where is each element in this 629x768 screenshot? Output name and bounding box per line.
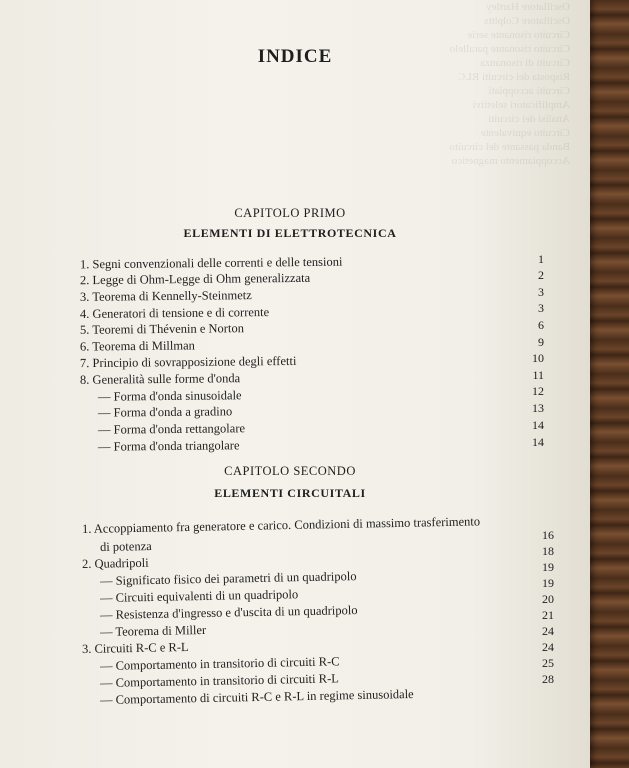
- toc-entry: — Comportamento di circuiti R-C e R-L in regime sinusoidale: [99, 686, 414, 707]
- toc-page-number: 14: [532, 435, 544, 449]
- toc-page-number: 28: [542, 672, 554, 686]
- toc-entry: — Teorema di Miller: [99, 622, 207, 639]
- toc-page-number: 18: [542, 544, 554, 558]
- toc-entry: — Forma d'onda a gradino: [97, 404, 233, 420]
- toc-page-number: 6: [538, 318, 544, 332]
- toc-page-number: 3: [538, 285, 544, 299]
- toc-page-number: 19: [542, 560, 554, 574]
- toc-entry: 3. Circuiti R-C e R-L: [81, 639, 189, 656]
- toc-page-number: 20: [542, 592, 554, 606]
- chapter2-subtitle: ELEMENTI CIRCUITALI: [214, 486, 366, 500]
- bleed-through-text: Oscillatore Hartley Oscillatore Colpitts Circuito risonante serie Circuito risonante parallelo Circuiti di risonanza Risposta dei circuiti RLC Circuiti accoppiati Amplificatori selettivi Analisi dei circuiti Circuito equivalente Banda passante del circuito Accoppiamento magnetico: [449, 1, 570, 167]
- toc-page-number: 10: [532, 351, 544, 365]
- toc-page-number: 2: [538, 268, 544, 282]
- toc-entry: 7. Principio di sovrapposizione degli effetti: [79, 353, 297, 371]
- toc-entry: 2. Quadripoli: [81, 555, 149, 571]
- chapter2-heading: CAPITOLO SECONDO: [224, 464, 356, 478]
- toc-entry: 6. Teorema di Millman: [79, 338, 195, 354]
- toc-entry: 8. Generalità sulle forme d'onda: [79, 371, 241, 387]
- toc-page-number: 14: [532, 418, 544, 432]
- toc-page-number: 1: [538, 252, 544, 266]
- toc-entry: — Forma d'onda sinusoidale: [97, 388, 242, 404]
- toc-page-number: 12: [532, 384, 544, 398]
- chapter1-heading: CAPITOLO PRIMO: [234, 206, 346, 220]
- toc-entry: — Resistenza d'ingresso e d'uscita di un quadripolo: [99, 603, 358, 622]
- toc-page-number: 11: [532, 368, 544, 382]
- toc-entry: 5. Teoremi di Thévenin e Norton: [79, 321, 244, 337]
- toc-page-number: 3: [538, 301, 544, 315]
- toc-page-number: 24: [542, 640, 554, 654]
- toc-entry: — Forma d'onda triangolare: [97, 438, 240, 454]
- toc-page-number: 13: [532, 401, 544, 415]
- toc-entry: — Significato fisico dei parametri di un quadripolo: [99, 569, 357, 588]
- toc-page-number: 16: [542, 528, 554, 542]
- toc-entry: 1. Accoppiamento fra generatore e carico. Condizioni di massimo trasferimento: [81, 514, 481, 536]
- toc-entry: — Comportamento in transitorio di circuiti R-C: [99, 654, 340, 673]
- toc-entry: 2. Legge di Ohm-Legge di Ohm generalizzata: [79, 270, 311, 288]
- toc-page-number: 9: [538, 335, 544, 349]
- chapter1-subtitle: ELEMENTI DI ELETTROTECNICA: [183, 226, 397, 240]
- toc-entry: — Comportamento in transitorio di circuiti R-L: [99, 671, 339, 690]
- toc-page-number: 25: [542, 656, 554, 670]
- toc-entry: 4. Generatori di tensione e di corrente: [79, 305, 270, 321]
- toc-entry: — Circuiti equivalenti di un quadripolo: [99, 587, 299, 605]
- toc-entry: di potenza: [99, 539, 152, 554]
- toc-page-number: 24: [542, 624, 554, 638]
- toc-page-number: 19: [542, 576, 554, 590]
- toc-entry: 3. Teorema di Kennelly-Steinmetz: [79, 288, 252, 304]
- toc-entry: — Forma d'onda rettangolare: [97, 421, 246, 437]
- toc-page-number: 21: [542, 608, 554, 622]
- toc-entry: 1. Segni convenzionali delle correnti e delle tensioni: [79, 254, 343, 272]
- page-title: INDICE: [257, 46, 333, 67]
